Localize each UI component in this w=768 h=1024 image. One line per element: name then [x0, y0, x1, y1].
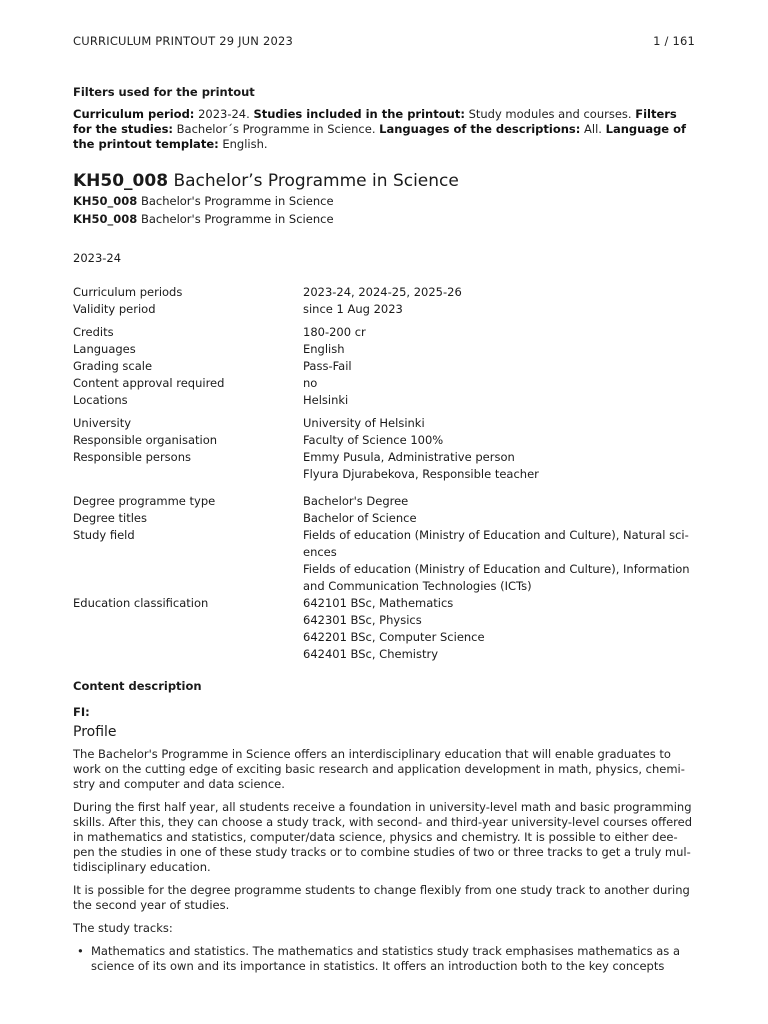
filters-label: Filters for the studies:	[73, 107, 677, 136]
details-row	[73, 301, 695, 318]
subtitle-1-name: Bachelor's Programme in Science	[137, 194, 334, 208]
curriculum-year: 2023-24	[73, 251, 122, 265]
study-field-line: ences	[303, 545, 337, 559]
row-label: Credits	[73, 325, 114, 339]
row-label: Responsible persons	[73, 450, 191, 464]
details-table	[73, 284, 695, 669]
details-row	[73, 510, 695, 527]
row-label: Education classification	[73, 596, 209, 610]
row-label: Grading scale	[73, 359, 153, 373]
studies-label: Studies included in the printout:	[253, 107, 465, 121]
study-field-line: Fields of education (Ministry of Education and Culture), Information	[303, 562, 690, 576]
paragraph: The study tracks:	[73, 921, 173, 935]
details-row	[73, 432, 695, 449]
row-value: Helsinki	[303, 393, 349, 407]
paragraph: During the first half year, all students receive a foundation in university-level math and basic programming skills. After this, they can choose a study track, with second- and third-year university-level courses offered in mathematics and statistics, computer/data science, physics and chemistry. It is possible to either dee- pen the studies in one of these study tracks or to combine studies of two or three tracks to get a truly mul- tidisciplinary education.	[73, 800, 693, 874]
row-label: University	[73, 416, 132, 430]
template-label: Language of the printout template:	[73, 122, 687, 151]
language-label: FI:	[73, 705, 90, 719]
filters-title: Filters used for the printout	[73, 85, 255, 99]
row-value: Faculty of Science 100%	[303, 433, 444, 447]
details-row	[73, 284, 695, 301]
study-field-line: Fields of education (Ministry of Education and Culture), Natural sci-	[303, 528, 689, 542]
details-row	[73, 324, 695, 341]
content-description-title: Content description	[73, 679, 202, 693]
printout-date: CURRICULUM PRINTOUT 29 JUN 2023	[73, 34, 294, 48]
row-value	[303, 527, 695, 595]
row-value: 2023-24, 2024-25, 2025-26	[303, 285, 462, 299]
details-group-degree	[73, 493, 695, 663]
row-value: 180-200 cr	[303, 325, 366, 339]
profile-heading: Profile	[73, 724, 117, 740]
subtitle-1	[73, 194, 334, 208]
row-label: Locations	[73, 393, 128, 407]
row-value	[303, 449, 695, 483]
curriculum-period-value: 2023-24.	[194, 107, 254, 121]
classification-item: 642301 BSc, Physics	[303, 613, 422, 627]
row-label: Degree programme type	[73, 494, 216, 508]
row-label: Curriculum periods	[73, 285, 183, 299]
programme-name: Bachelor’s Programme in Science	[168, 171, 459, 191]
classification-item: 642201 BSc, Computer Science	[303, 630, 485, 644]
details-row	[73, 415, 695, 432]
curriculum-period-label: Curriculum period:	[73, 107, 195, 121]
template-value: English.	[218, 137, 268, 151]
paragraph: It is possible for the degree programme students to change flexibly from one study track to another during the second year of studies.	[73, 883, 690, 912]
study-field-line: and Communication Technologies (ICTs)	[303, 579, 532, 593]
list-item-text: Mathematics and statistics. The mathematics and statistics study track emphasises mathematics as a science of its own and its importance in statistics. It offers an introduction both to the key concepts	[91, 944, 680, 973]
row-value: University of Helsinki	[303, 416, 425, 430]
responsible-person: Flyura Djurabekova, Responsible teacher	[303, 467, 539, 481]
details-row	[73, 595, 695, 663]
filters-text	[73, 107, 695, 152]
programme-code: KH50_008	[73, 171, 169, 191]
languages-label: Languages of the descriptions:	[379, 122, 581, 136]
subtitle-2-name: Bachelor's Programme in Science	[137, 212, 334, 226]
row-value: Pass-Fail	[303, 359, 352, 373]
running-header	[73, 34, 695, 48]
details-row	[73, 392, 695, 409]
classification-item: 642101 BSc, Mathematics	[303, 596, 454, 610]
row-value: since 1 Aug 2023	[303, 302, 403, 316]
row-value: no	[303, 376, 318, 390]
details-row	[73, 375, 695, 392]
row-label: Content approval required	[73, 376, 225, 390]
row-value	[303, 595, 695, 663]
study-tracks-list	[73, 944, 695, 974]
details-row	[73, 527, 695, 595]
details-row	[73, 358, 695, 375]
details-group-periods	[73, 284, 695, 318]
responsible-person: Emmy Pusula, Administrative person	[303, 450, 515, 464]
row-value: Bachelor of Science	[303, 511, 417, 525]
details-group-credits	[73, 324, 695, 409]
row-label: Languages	[73, 342, 136, 356]
row-label: Responsible organisation	[73, 433, 218, 447]
subtitle-2-code: KH50_008	[73, 212, 138, 226]
paragraph: The Bachelor's Programme in Science offers an interdisciplinary education that will enable graduates to work on the cutting edge of exciting basic research and application development in math, physics, chemi- stry and computer and data science.	[73, 747, 685, 791]
languages-value: All.	[580, 122, 606, 136]
list-item	[77, 944, 695, 974]
row-label: Validity period	[73, 302, 156, 316]
bullet-icon: •	[77, 944, 84, 958]
page-title	[73, 171, 459, 191]
subtitle-1-code: KH50_008	[73, 194, 138, 208]
details-group-organisation	[73, 415, 695, 483]
page-number: 1 / 161	[653, 34, 695, 48]
details-row	[73, 341, 695, 358]
details-row	[73, 493, 695, 510]
classification-item: 642401 BSc, Chemistry	[303, 647, 439, 661]
description-body	[73, 747, 695, 974]
subtitle-2	[73, 212, 334, 226]
details-row	[73, 449, 695, 483]
row-label: Study field	[73, 528, 135, 542]
row-value: Bachelor's Degree	[303, 494, 409, 508]
row-label: Degree titles	[73, 511, 147, 525]
row-value: English	[303, 342, 345, 356]
filters-value: Bachelor´s Programme in Science.	[173, 122, 380, 136]
studies-value: Study modules and courses.	[464, 107, 636, 121]
